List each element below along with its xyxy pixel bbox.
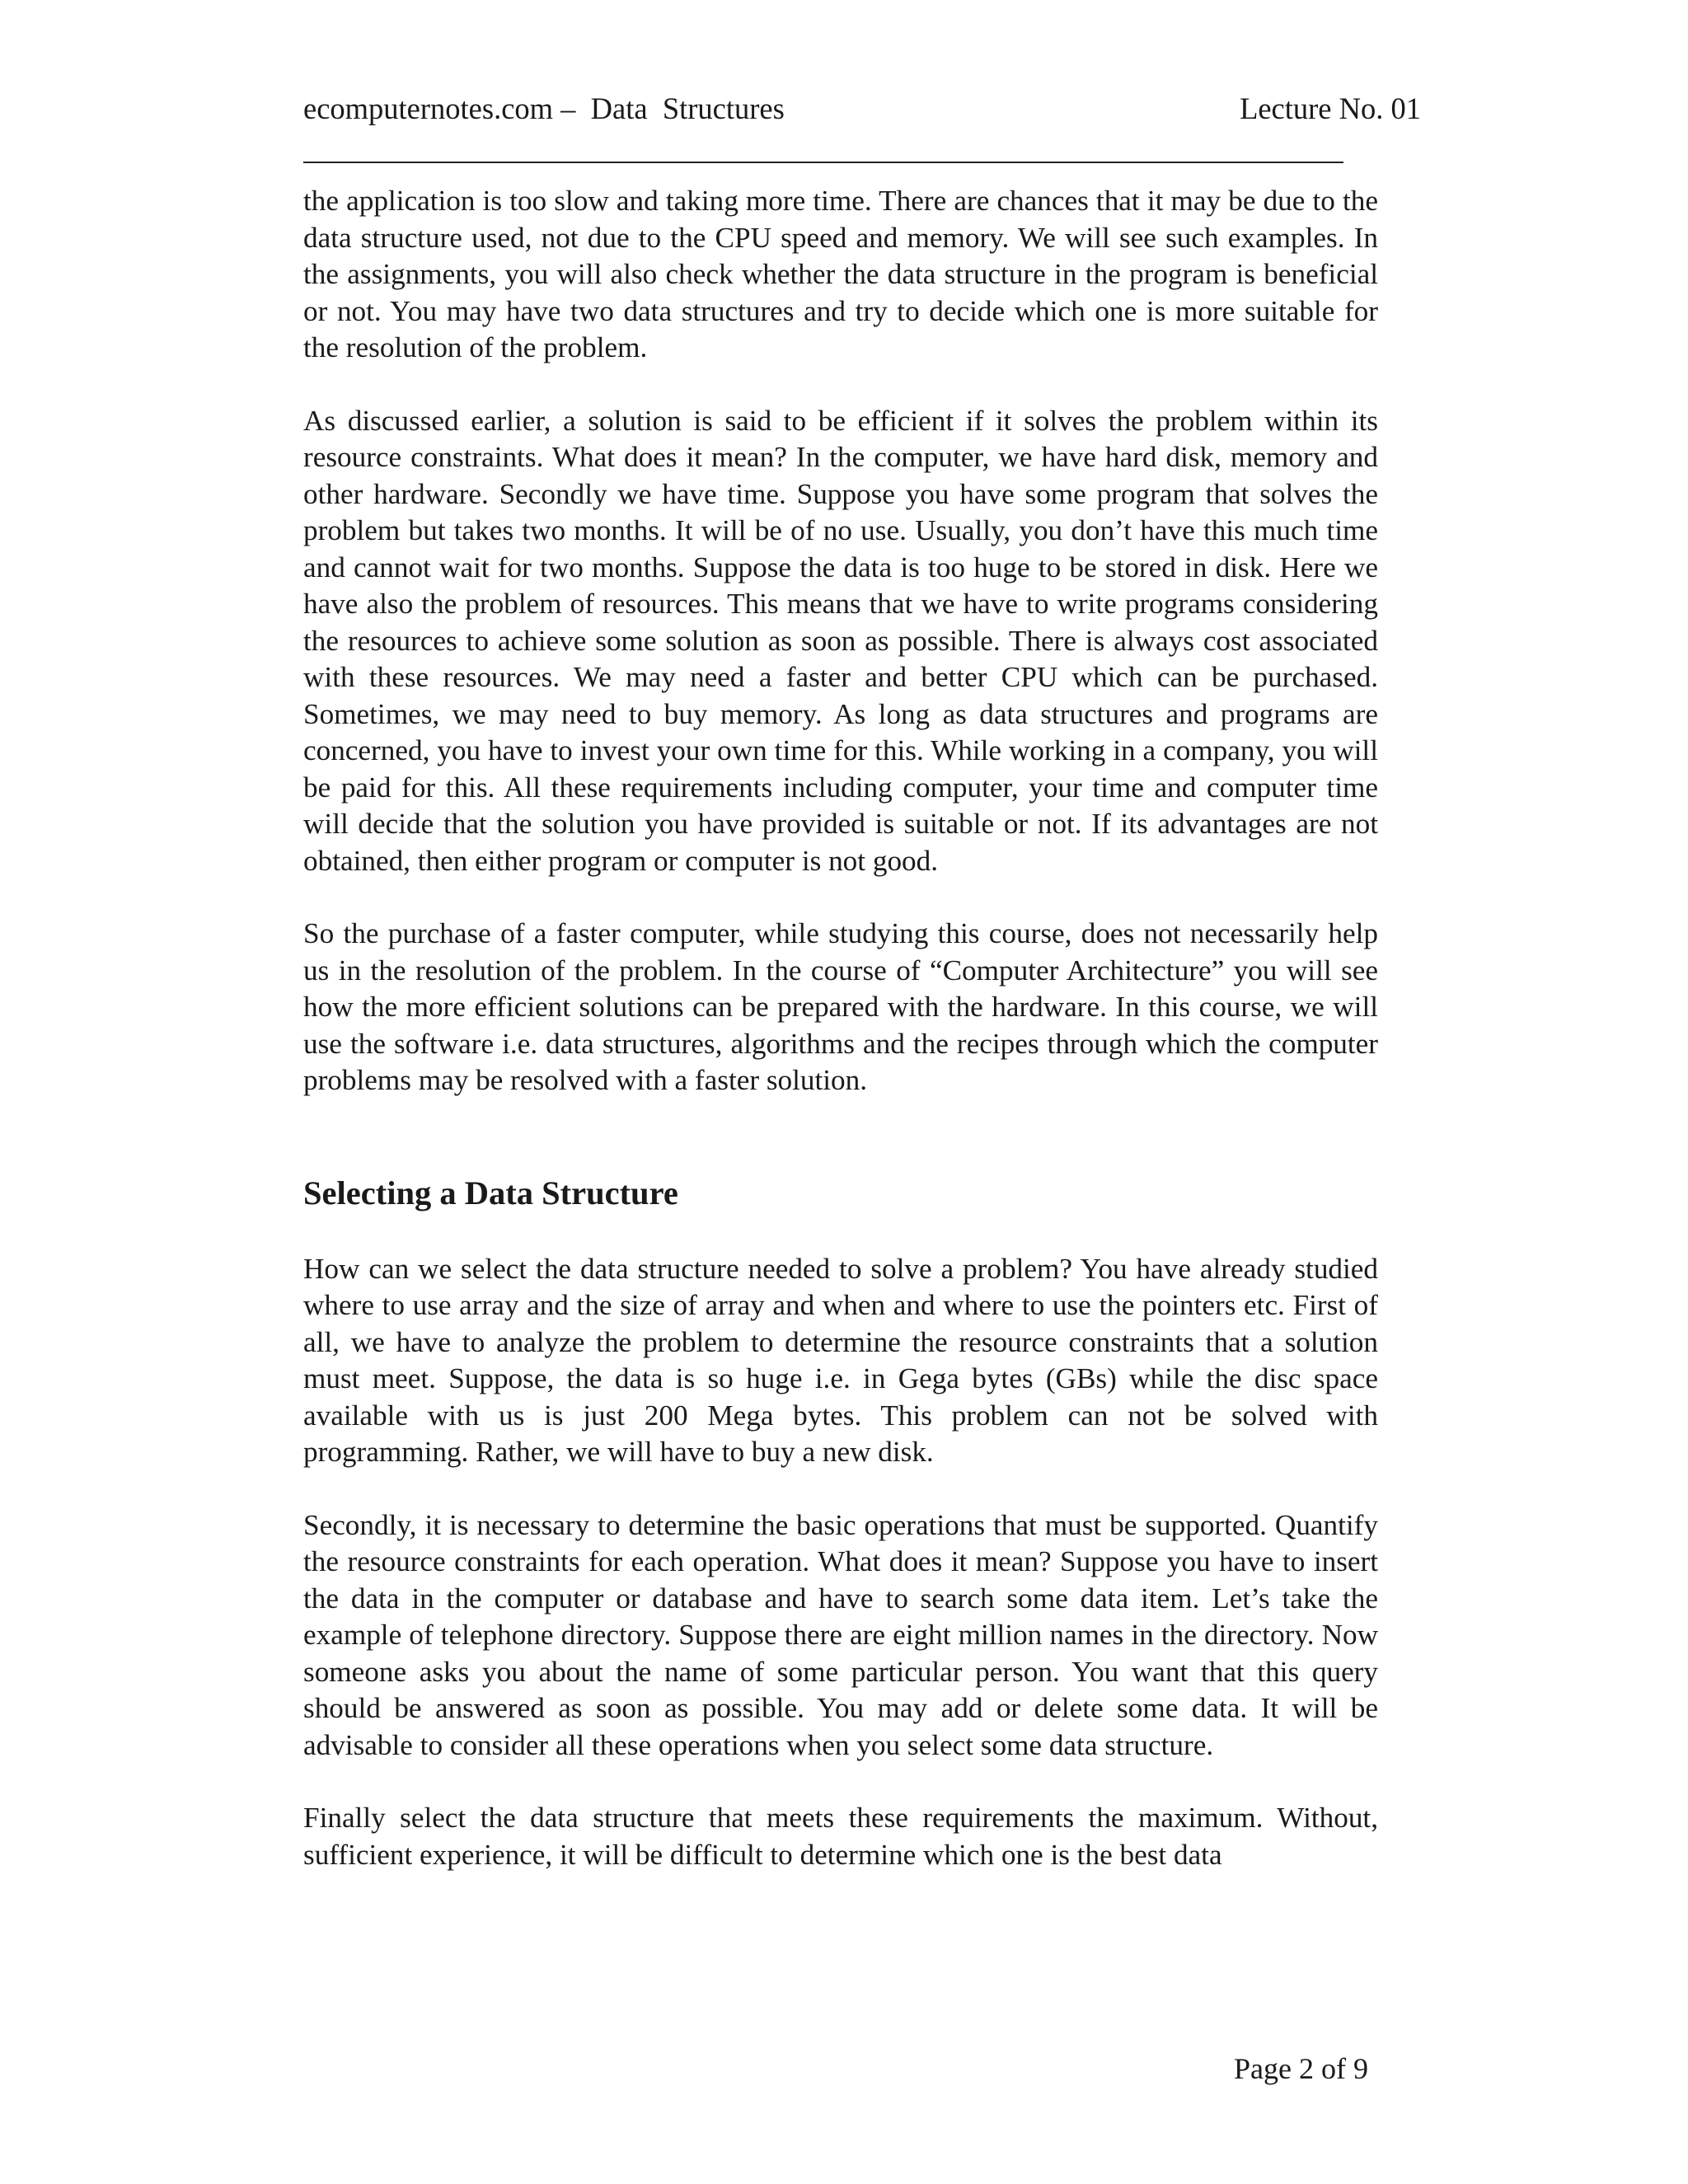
body-paragraph: How can we select the data structure needed to solve a problem? You have already studied where to use array and the size of array and when and where to use the pointers etc. First of all, we have to analyze the problem to determine the resource constraints that a solution must meet. Suppose, the data is so huge i.e. in Gega bytes (GBs) while the disc space available with us is just 200 Mega bytes. This problem can not be solved with programming. Rather, we will have to buy a new disk. [303, 1252, 1378, 1468]
body-paragraph: Secondly, it is necessary to determine the basic operations that must be supported. Quantify the resource constraints for each operation. What does it mean? Suppose you have to insert the data in the computer or database and have to search some data item. Let’s take the example of telephone directory. Suppose there are eight million names in the directory. Now someone asks you about the name of some particular person. You want that this query should be answered as soon as possible. You may add or delete some data. It will be advisable to consider all these operations when you select some data structure. [303, 1508, 1378, 1761]
body-paragraph: As discussed earlier, a solution is said to be efficient if it solves the problem within its resource constraints. What does it mean? In the computer, we have hard disk, memory and other hardware. Secondly we have time. Suppose you have some program that solves the problem but takes two months. It will be of no use. Usually, you don’t have this much time and cannot wait for two months. Suppose the data is too huge to be stored in disk. Here we have also the problem of resources. This means that we have to write programs considering the resources to achieve some solution as soon as possible. There is always cost associated with these resources. We may need a faster and better CPU which can be purchased. Sometimes, we may need to buy memory. As long as data structures and programs are concerned, you have to invest your own time for this. While working in a company, you will be paid for this. All these requirements including computer, your time and computer time will decide that the solution you have provided is suitable or not. If its advantages are not obtained, then either program or computer is not good. [303, 404, 1378, 877]
page-header [303, 89, 1421, 129]
header-lecture-number: Lecture No. 01 [1240, 91, 1421, 125]
page-number: Page 2 of 9 [1234, 2052, 1368, 2085]
body-paragraph: Finally select the data structure that meets these requirements the maximum. Without, sufficient experience, it will be difficult to determine which one is the best data [303, 1802, 1378, 1871]
body-paragraph: the application is too slow and taking more time. There are chances that it may be due to the data structure used, not due to the CPU speed and memory. We will see such examples. In the assignments, you will also check whether the data structure in the program is beneficial or not. You may have two data structures and try to decide which one is more suitable for the resolution of the problem. [303, 185, 1378, 363]
header-title: ecomputernotes.com – Data Structures [303, 91, 785, 125]
header-divider [303, 162, 1343, 163]
document-body [303, 183, 1378, 1910]
section-heading: Selecting a Data Structure [303, 1174, 678, 1212]
body-paragraph: So the purchase of a faster computer, while studying this course, does not necessarily help us in the resolution of the problem. In the course of “Computer Architecture” you will see how the more efficient solutions can be prepared with the hardware. In this course, we will use the software i.e. data structures, algorithms and the recipes through which the computer problems may be resolved with a faster solution. [303, 917, 1378, 1096]
